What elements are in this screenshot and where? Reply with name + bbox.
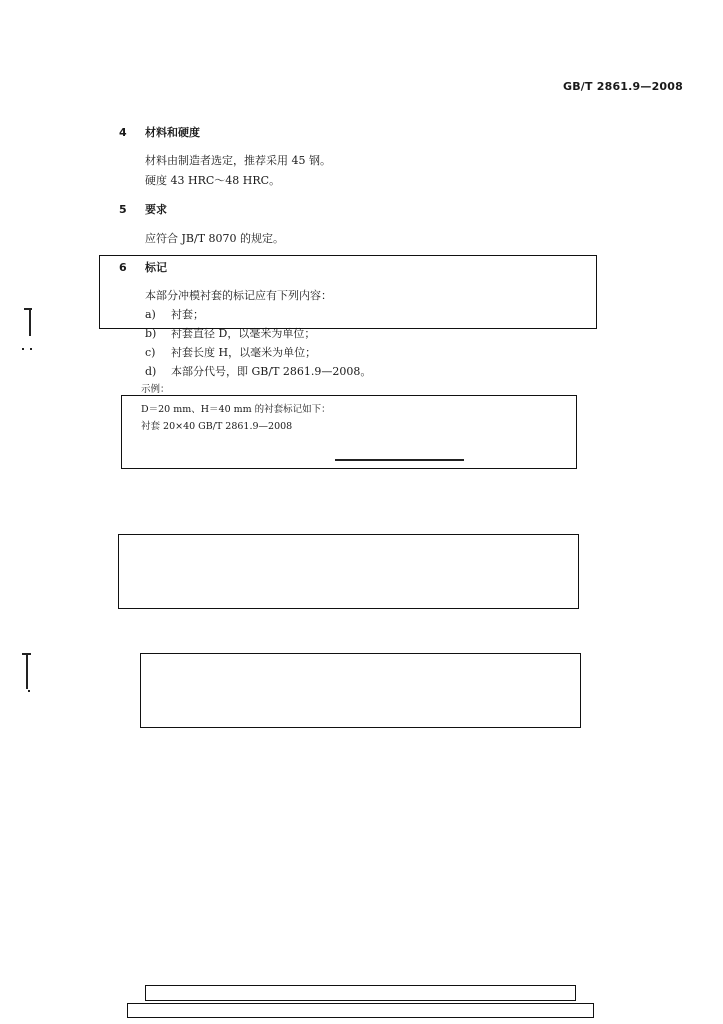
list-item: [145, 344, 316, 360]
list-item-marker: d): [145, 365, 157, 378]
section-6-number: 6: [119, 261, 127, 274]
separator-rule: [335, 459, 464, 461]
section-5-title: 要求: [145, 203, 167, 216]
annotation-box: [140, 653, 581, 728]
annotation-box: [118, 534, 579, 609]
scan-mark: [24, 308, 32, 310]
scan-mark: [22, 653, 31, 655]
section-6-intro: 本部分冲模衬套的标记应有下列内容：: [145, 289, 332, 302]
annotation-box: [99, 255, 597, 329]
scan-mark: [30, 348, 32, 350]
scan-mark: [28, 690, 30, 692]
annotation-box: [145, 985, 576, 1001]
list-item-marker: c): [145, 346, 156, 359]
annotation-box: [127, 1003, 594, 1018]
section-4-heading: [119, 124, 200, 140]
list-item-text: 衬套；: [171, 308, 204, 321]
section-4-title: 材料和硬度: [145, 126, 200, 139]
section-5-heading: [119, 201, 167, 217]
example-line-2: 衬套 20×40 GB/T 2861.9—2008: [141, 421, 293, 432]
section-4-number: 4: [119, 126, 127, 139]
section-5-line-1: 应符合 JB/T 8070 的规定。: [145, 232, 285, 245]
section-4-line-1: 材料由制造者选定，推荐采用 45 钢。: [145, 154, 331, 167]
list-item-text: 衬套直径 D，以毫米为单位；: [171, 327, 316, 340]
example-line-1: D＝20 mm、H＝40 mm 的衬套标记如下：: [141, 404, 331, 415]
list-item: [145, 363, 371, 379]
annotation-box: [121, 395, 577, 469]
standard-number: GB/T 2861.9—2008: [562, 80, 683, 93]
section-6-title: 标记: [145, 261, 167, 274]
section-4-line-2: 硬度 43 HRC～48 HRC。: [145, 174, 281, 187]
scan-mark: [22, 348, 24, 350]
list-item-text: 衬套长度 H，以毫米为单位；: [171, 346, 317, 359]
section-5-number: 5: [119, 203, 127, 216]
scan-mark: [26, 655, 28, 689]
scan-mark: [29, 310, 31, 336]
list-item-marker: a): [145, 308, 156, 321]
list-item-text: 本部分代号，即 GB/T 2861.9—2008。: [171, 365, 372, 378]
example-label: 示例：: [141, 384, 170, 395]
list-item-marker: b): [145, 327, 157, 340]
